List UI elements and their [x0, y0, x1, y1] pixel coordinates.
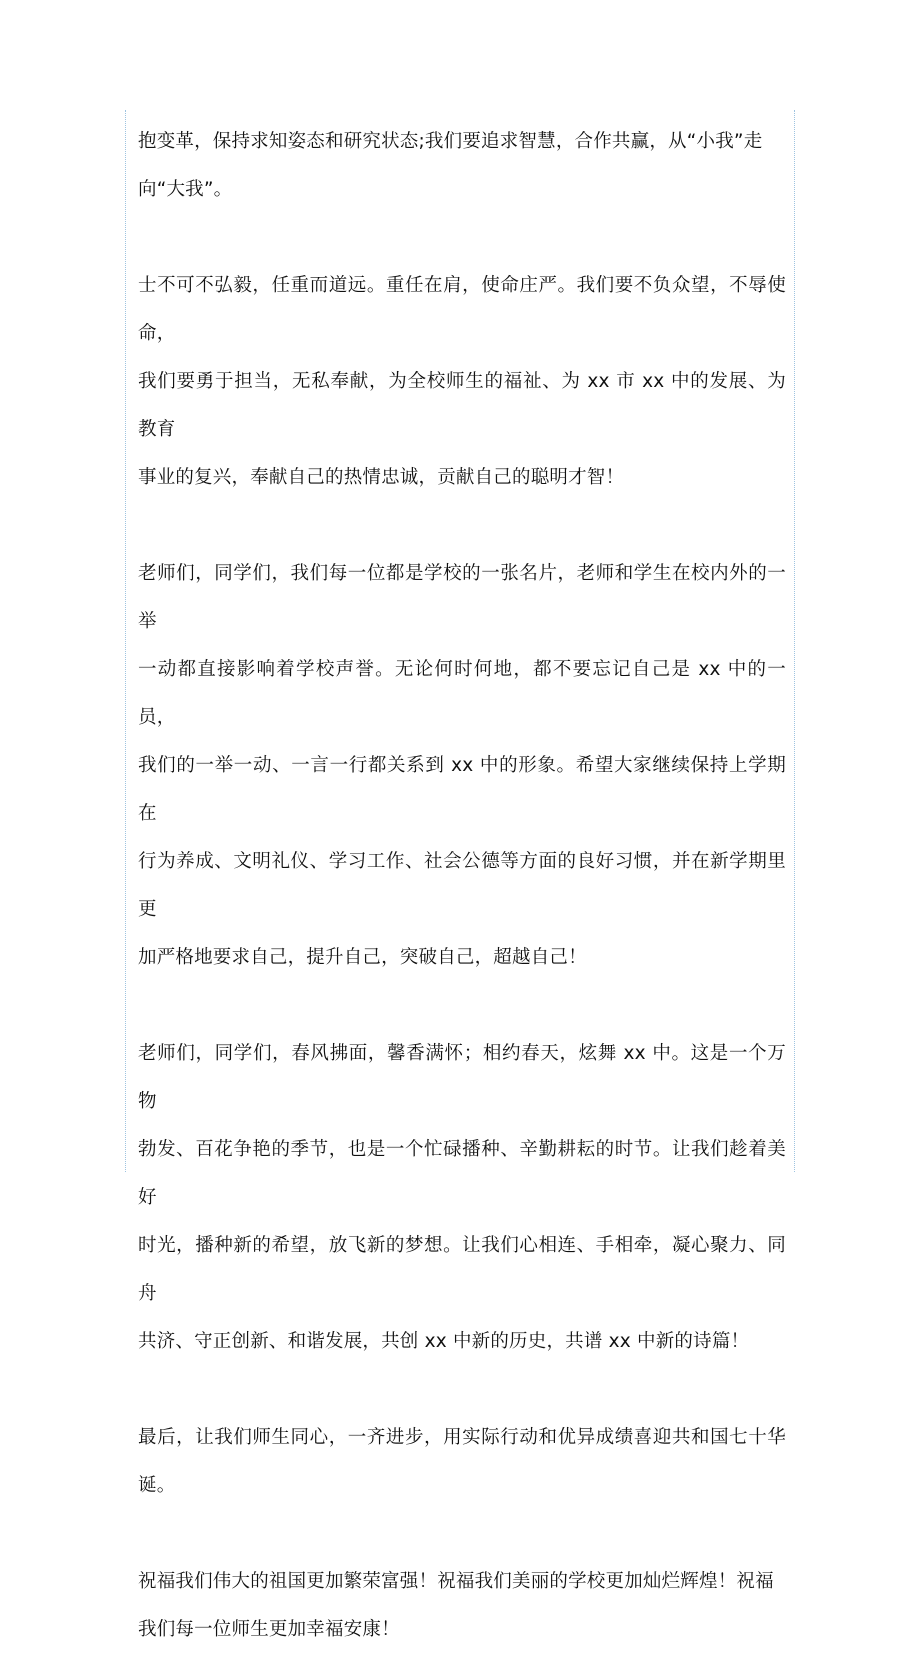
- paragraph-line: 向“大我”。: [138, 179, 233, 200]
- document-body: [138, 118, 786, 1654]
- paragraph-line: 最后，让我们师生同心，一齐进步，用实际行动和优异成绩喜迎共和国七十华诞。: [138, 1427, 786, 1496]
- paragraph-line: 抱变革，保持求知姿态和研究状态;我们要追求智慧，合作共赢，从“小我”走: [138, 131, 763, 152]
- paragraph-line: 祝福我们伟大的祖国更加繁荣富强！祝福我们美丽的学校更加灿烂辉煌！祝福: [138, 1571, 774, 1592]
- paragraph-5: [138, 1414, 786, 1510]
- paragraph-line: 勃发、百花争艳的季节，也是一个忙碌播种、辛勤耕耘的时节。让我们趁着美好: [138, 1139, 786, 1208]
- left-margin-guide: [125, 110, 126, 1172]
- paragraph-line: 行为养成、文明礼仪、学习工作、社会公德等方面的良好习惯，并在新学期里更: [138, 851, 786, 920]
- paragraph-line: 事业的复兴，奉献自己的热情忠诚，贡献自己的聪明才智！: [138, 467, 625, 488]
- paragraph-6: [138, 1558, 786, 1654]
- paragraph-3: [138, 550, 786, 982]
- paragraph-line: 我们的一举一动、一言一行都关系到 xx 中的形象。希望大家继续保持上学期在: [138, 755, 786, 824]
- paragraph-line: 共济、守正创新、和谐发展，共创 xx 中新的历史，共谱 xx 中新的诗篇！: [138, 1331, 750, 1352]
- paragraph-2: [138, 262, 786, 502]
- paragraph-line: 我们要勇于担当，无私奉献，为全校师生的福祉、为 xx 市 xx 中的发展、为教育: [138, 371, 786, 440]
- paragraph-line: 一动都直接影响着学校声誉。无论何时何地，都不要忘记自己是 xx 中的一员，: [138, 659, 786, 728]
- paragraph-line: 老师们，同学们，我们每一位都是学校的一张名片，老师和学生在校内外的一举: [138, 563, 786, 632]
- paragraph-4: [138, 1030, 786, 1366]
- paragraph-line: 老师们，同学们，春风拂面，馨香满怀；相约春天，炫舞 xx 中。这是一个万物: [138, 1043, 786, 1112]
- right-margin-guide: [794, 110, 795, 1172]
- paragraph-line: 我们每一位师生更加幸福安康！: [138, 1619, 400, 1640]
- paragraph-line: 时光，播种新的希望，放飞新的梦想。让我们心相连、手相牵，凝心聚力、同舟: [138, 1235, 786, 1304]
- paragraph-line: 加严格地要求自己，提升自己，突破自己，超越自己！: [138, 947, 587, 968]
- paragraph-1: [138, 118, 786, 214]
- paragraph-line: 士不可不弘毅，任重而道远。重任在肩，使命庄严。我们要不负众望，不辱使命，: [138, 275, 786, 344]
